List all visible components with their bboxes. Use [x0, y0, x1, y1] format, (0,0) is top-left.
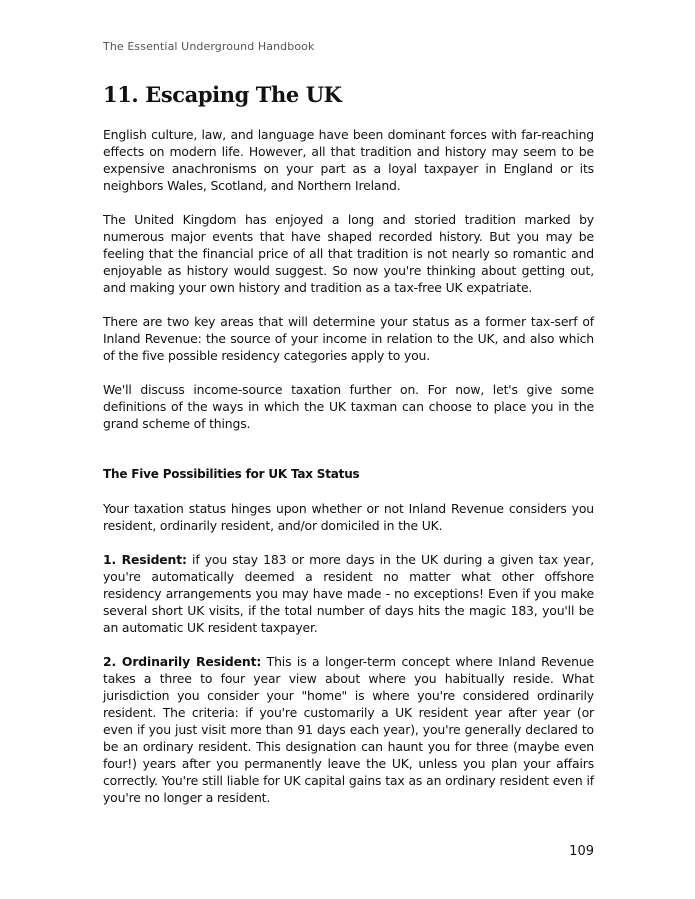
page-number: 109 — [569, 844, 594, 859]
status-item-resident — [103, 551, 594, 636]
running-header: The Essential Underground Handbook — [103, 40, 315, 53]
status-description: This is a longer-term concept where Inland Revenue takes a three to four year view about where you habitually reside. What jurisdiction you consider your "home" is where you're considered ordinarily resident. The criteria: if you're customarily a UK resident year after year (or even if you just visit more than 91 days each year), you're generally declared to be an ordinary resident. This designation can haunt you for three (maybe even four!) years after you permanently leave the UK, unless you plan your affairs correctly. You're still liable for UK capital gains tax as an ordinary resident even if you're no longer a resident. — [103, 654, 594, 805]
paragraph-intro: English culture, law, and language have been dominant forces with far-reaching effects on modern life. However, all that tradition and history may seem to be expensive anachronisms on your part as a loyal taxpayer in England or its neighbors Wales, Scotland, and Northern Ireland. — [103, 127, 594, 193]
status-item-ordinarily-resident — [103, 653, 594, 806]
chapter-title: 11. Escaping The UK — [103, 82, 342, 107]
status-term: 2. Ordinarily Resident: — [103, 654, 262, 669]
status-description: if you stay 183 or more days in the UK during a given tax year, you're automatically deemed a resident no matter what other offshore residency arrangements you may have made - no exceptions! Even if you make several short UK visits, if the total number of days hits the magic 183, you'll be an automatic UK resident taxpayer. — [103, 552, 594, 635]
section-intro: Your taxation status hinges upon whether or not Inland Revenue considers you resident, ordinarily resident, and/or domiciled in the UK. — [103, 501, 594, 533]
paragraph-key-areas: There are two key areas that will determine your status as a former tax-serf of Inland Revenue: the source of your income in relation to the UK, and also which of the five possible residency categories apply to you. — [103, 314, 594, 363]
paragraph-definitions: We'll discuss income-source taxation further on. For now, let's give some definitions of the ways in which the UK taxman can choose to place you in the grand scheme of things. — [103, 382, 594, 431]
page-body — [103, 126, 594, 823]
paragraph-uk-tradition: The United Kingdom has enjoyed a long and storied tradition marked by numerous major events that have shaped recorded history. But you may be feeling that the financial price of all that tradition is not nearly so romantic and enjoyable as history would suggest. So now you're thinking about getting out, and making your own history and tradition as a tax-free UK expatriate. — [103, 212, 594, 295]
section-heading: The Five Possibilities for UK Tax Status — [103, 467, 360, 481]
status-term: 1. Resident: — [103, 552, 187, 567]
